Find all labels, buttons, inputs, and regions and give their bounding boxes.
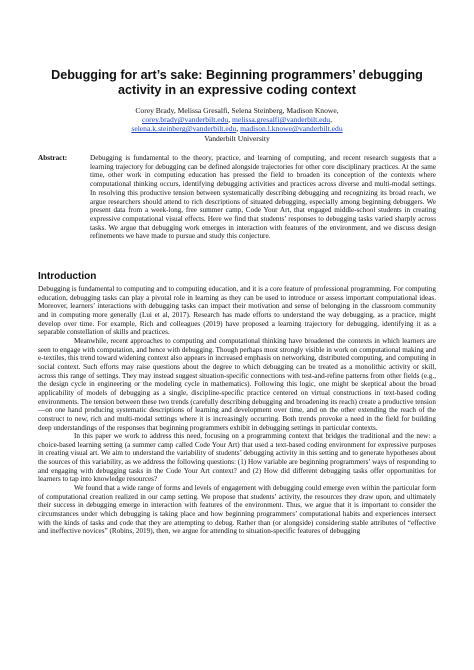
email-link-melissa[interactable]: melissa.gresalfi@vanderbilt.edu xyxy=(232,115,331,125)
author-emails-line-1: corey.brady@vanderbilt.edu, melissa.gresalfi@vanderbilt.edu, xyxy=(142,115,332,125)
author-block xyxy=(60,106,414,143)
email-link-corey[interactable]: corey.brady@vanderbilt.edu xyxy=(142,115,229,125)
author-names: Corey Brady, Melissa Gresalfi, Selena Steinberg, Madison Knowe, xyxy=(135,106,339,115)
introduction-body xyxy=(38,285,436,536)
section-heading-introduction: Introduction xyxy=(38,271,97,282)
paragraph-2: Meanwhile, recent approaches to computing and computational thinking have broadened the contexts in which learners are seen to engage with computation, and hence with debugging. Though perhaps most strongly visible in work on computational making and e-textiles, this trend toward widening context also appears in increased emphasis on networking, distributed computing, and computing in social context. Such efforts may raise questions about the degree to which debugging can be treated as a monolithic activity or skill, across this range of settings. They may instead suggest situation-specific connections with test-and-refine patterns from other fields (e.g., the design cycle in engineering or the modeling cycle in mathematics). Following this logic, one might be skeptical about the broad applicability of models of debugging as a single, discipline-specific practice centered on virtual constructions in text-based coding environments. The tension between these two trends (carefully describing debugging and broadening its reach) create a productive tension—on one hand producing systematic descriptions of learning and development over time, and on the other extending the reach of the construct to new, rich and multi-modal settings where it is increasingly occurring. Both trends provoke a need in the field for building deep understandings of the responses that beginning programmers exhibit in debugging settings in particular contexts. xyxy=(38,336,436,432)
paragraph-3: In this paper we work to address this need, focusing on a programming context that bridges the traditional and the new: a choice-based learning setting (a summer camp called Code Your Art) that used a text-based coding environment for expressive purposes in creating visual art. We aim to understand the variability of students’ debugging activity in this setting and to generate hypotheses about the sources of this variability, as we address the following questions: (1) How variable are beginning programmers’ ways of responding to and engaging with debugging tasks in the Code Your Art context? and (2) How did different debugging tasks offer opportunities for learners to tap into knowledge resources? xyxy=(38,432,436,484)
paragraph-1: Debugging is fundamental to computing and to computing education, and it is a core feature of professional programming. For computing education, debugging tasks can play a pivotal role in learning as they can be used to introduce or assess important computational ideas. Moreover, learners’ interactions with debugging tasks can impact their motivation and sense of belonging in the classroom community and in computing more generally (Lui et al, 2017). Research has made efforts to understand the way debugging, as a practice, might develop over time. For example, Rich and colleagues (2019) have proposed a learning trajectory for debugging, identifying it as a separable constellation of skills and practices. xyxy=(38,285,436,337)
email-link-selena[interactable]: selena.k.steinberg@vanderbilt.edu xyxy=(131,124,237,134)
email-link-madison[interactable]: madison.l.knowe@vanderbilt.edu xyxy=(240,124,343,134)
affiliation: Vanderbilt University xyxy=(204,133,270,143)
paper-title: Debugging for art’s sake: Beginning programmers’ debugging activity in an expressive coding context xyxy=(51,68,423,97)
paragraph-4: We found that a wide range of forms and levels of engagement with debugging could emerge even within the particular form of computational creation realized in our camp setting. We propose that students’ activity, the resources they draw upon, and ultimately their success in debugging emerge in interaction with features of the environment. Thus, we argue that it is important to consider the circumstances under which debugging is taking place and how beginning programmers’ computational habits and experiences intersect with the kinds of tasks and code that they are attempting to debug. Rather than (or alongside) considering stable attributes of “effective and ineffective novices” (Robins, 2019), then, we argue for attending to situation-specific features of debugging xyxy=(38,484,436,536)
abstract-block xyxy=(38,154,436,241)
author-emails-line-2: selena.k.steinberg@vanderbilt.edu, madison.l.knowe@vanderbilt.edu xyxy=(131,124,343,134)
abstract-label: Abstract: xyxy=(38,154,68,162)
abstract-text: Debugging is fundamental to the theory, practice, and learning of computing, and recent research suggests that a learning trajectory for debugging can be defined alongside trajectories for other core disciplinary practices. At the same time, other work in computing education has pressed the field to broaden its conception of the contexts where computational thinking occurs, identifying debugging activities and practices across diverse and multi-modal settings. In resolving this productive tension between systematically describing debugging and recognizing its broad reach, we argue researchers should attend to rich descriptions of situated debugging, especially among beginning debuggers. We present data from a week-long, free summer camp, Code Your Art, that engaged middle-school students in creating expressive computational visual effects. Here we find that students’ responses to debugging tasks varied sharply across tasks. We argue that debugging work emerges in interaction with features of the environment, and we discuss design refinements we have made to pursue and study this conjecture. xyxy=(90,154,436,241)
